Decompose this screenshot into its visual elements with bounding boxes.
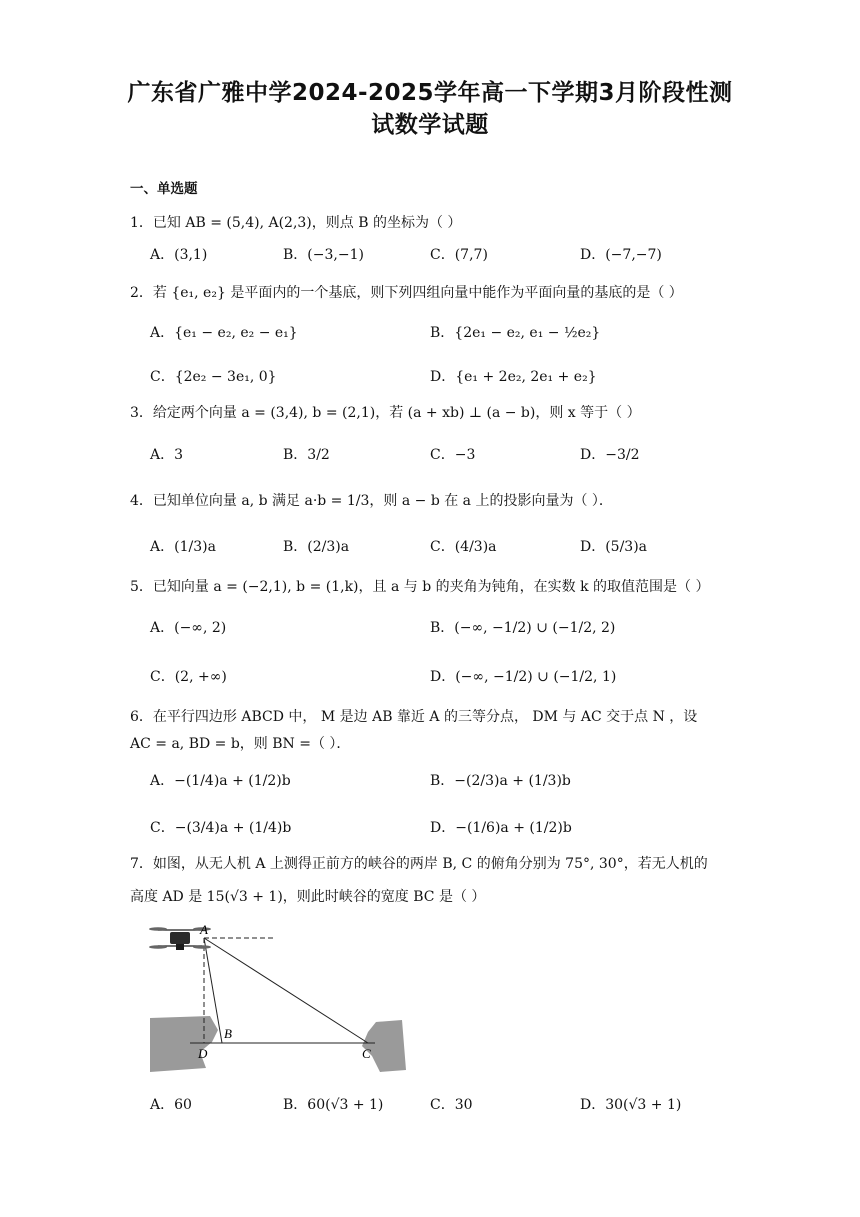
document-title-line2: 试数学试题 — [371, 112, 489, 138]
question-2-stem: 2．若 {e₁, e₂} 是平面内的一个基底，则下列四组向量中能作为平面向量的基底的是（ ） — [130, 285, 683, 301]
canyon-drone-figure — [140, 920, 420, 1080]
section-heading: 一、单选题 — [130, 181, 198, 197]
q7-option-a: A．60 — [150, 1097, 192, 1113]
q2-option-a: A．{e₁ − e₂, e₂ − e₁} — [150, 325, 298, 341]
q3-option-b: B．3/2 — [283, 447, 330, 463]
q3-option-c: C．−3 — [430, 447, 476, 463]
document-title-line1: 广东省广雅中学2024-2025学年高一下学期3月阶段性测 — [127, 80, 733, 106]
q6-option-d: D．−(1/6)a + (1/2)b — [430, 820, 572, 836]
q1-option-c: C．(7,7) — [430, 247, 488, 263]
q5-option-b: B．(−∞, −1/2) ∪ (−1/2, 2) — [430, 620, 616, 636]
question-6-stem-line1: 6．在平行四边形 ABCD 中， M 是边 AB 靠近 A 的三等分点， DM 与 AC 交于点 N ，设 — [130, 709, 698, 725]
question-4-stem: 4．已知单位向量 a, b 满足 a·b = 1/3，则 a − b 在 a 上的投影向量为（ ）． — [130, 493, 613, 509]
q3-option-a: A．3 — [150, 447, 184, 463]
q4-option-b: B．(2/3)a — [283, 539, 350, 555]
q4-option-a: A．(1/3)a — [150, 539, 216, 555]
q2-option-b: B．{2e₁ − e₂, e₁ − ½e₂} — [430, 325, 601, 341]
left-cliff-shape — [150, 1016, 218, 1072]
question-3-stem: 3．给定两个向量 a = (3,4), b = (2,1)，若 (a + xb) ⊥ (a − b)，则 x 等于（ ） — [130, 405, 641, 421]
label-point-A: A — [200, 922, 208, 937]
q7-option-d: D．30(√3 + 1) — [580, 1097, 682, 1113]
q3-option-d: D．−3/2 — [580, 447, 640, 463]
q6-option-a: A．−(1/4)a + (1/2)b — [150, 773, 291, 789]
q5-option-c: C．(2, +∞) — [150, 669, 227, 685]
q2-option-d: D．{e₁ + 2e₂, 2e₁ + e₂} — [430, 369, 597, 385]
question-5-stem: 5．已知向量 a = (−2,1), b = (1,k)，且 a 与 b 的夹角为钝角，在实数 k 的取值范围是（ ） — [130, 579, 710, 595]
label-point-C: C — [362, 1046, 371, 1061]
q7-option-c: C．30 — [430, 1097, 473, 1113]
q1-option-d: D．(−7,−7) — [580, 247, 662, 263]
q5-option-d: D．(−∞, −1/2) ∪ (−1/2, 1) — [430, 669, 617, 685]
q2-option-c: C．{2e₂ − 3e₁, 0} — [150, 369, 277, 385]
question-6-stem-line2: AC = a, BD = b，则 BN =（ ）． — [130, 736, 351, 752]
q1-option-a: A．(3,1) — [150, 247, 208, 263]
q7-option-b: B．60(√3 + 1) — [283, 1097, 384, 1113]
q4-option-c: C．(4/3)a — [430, 539, 497, 555]
question-7-stem-line2: 高度 AD 是 15(√3 + 1)，则此时峡谷的宽度 BC 是（ ） — [130, 889, 486, 905]
q6-option-c: C．−(3/4)a + (1/4)b — [150, 820, 292, 836]
label-point-B: B — [224, 1026, 232, 1041]
question-7-stem-line1: 7．如图，从无人机 A 上测得正前方的峡谷的两岸 B, C 的俯角分别为 75°, 30°，若无人机的 — [130, 856, 708, 872]
label-point-D: D — [198, 1046, 208, 1061]
q1-option-b: B．(−3,−1) — [283, 247, 364, 263]
q4-option-d: D．(5/3)a — [580, 539, 648, 555]
q5-option-a: A．(−∞, 2) — [150, 620, 227, 636]
question-1-stem: 1．已知 AB = (5,4), A(2,3)，则点 B 的坐标为（ ） — [130, 215, 462, 231]
q6-option-b: B．−(2/3)a + (1/3)b — [430, 773, 571, 789]
